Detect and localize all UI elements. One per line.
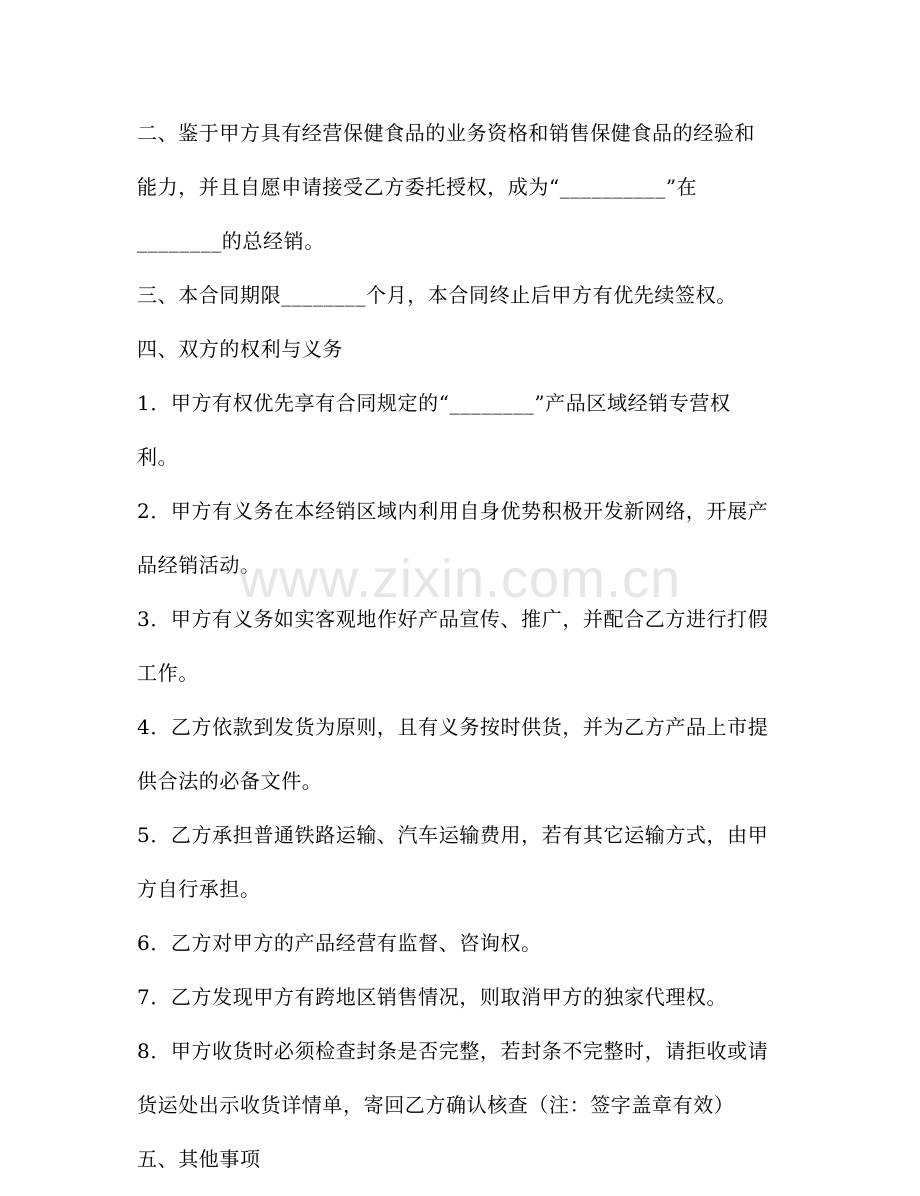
watermark: www.zixin.com.cn bbox=[238, 549, 682, 609]
text-line: 三、本合同期限________个月，本合同终止后甲方有优先续签权。 bbox=[137, 283, 737, 307]
text-line: 3．甲方有义务如实客观地作好产品宣传、推广，并配合乙方进行打假 bbox=[137, 607, 769, 631]
text-line: 供合法的必备文件。 bbox=[137, 769, 323, 793]
text-line: 货运处出示收货详情单，寄回乙方确认核查（注：签字盖章有效） bbox=[137, 1093, 735, 1117]
text-line: 5．乙方承担普通铁路运输、汽车运输费用，若有其它运输方式，由甲 bbox=[137, 823, 769, 847]
section-heading: 四、双方的权利与义务 bbox=[137, 337, 343, 361]
text-line: 二、鉴于甲方具有经营保健食品的业务资格和销售保健食品的经验和 bbox=[137, 121, 755, 145]
text-line: 4．乙方依款到发货为原则，且有义务按时供货，并为乙方产品上市提 bbox=[137, 715, 769, 739]
text-line: 品经销活动。 bbox=[137, 553, 261, 577]
text-line: 方自行承担。 bbox=[137, 877, 261, 901]
text-line: ________的总经销。 bbox=[137, 229, 325, 253]
text-line: 1．甲方有权优先享有合同规定的“________”产品区域经销专营权 bbox=[137, 391, 731, 415]
text-line: 7．乙方发现甲方有跨地区销售情况，则取消甲方的独家代理权。 bbox=[137, 985, 728, 1009]
document-body bbox=[137, 116, 787, 1196]
text-line: 利。 bbox=[137, 445, 179, 469]
text-line: 工作。 bbox=[137, 661, 199, 685]
text-line: 6．乙方对甲方的产品经营有监督、咨询权。 bbox=[137, 931, 542, 955]
section-heading: 五、其他事项 bbox=[137, 1147, 261, 1171]
text-line: 2．甲方有义务在本经销区域内利用自身优势积极开发新网络，开展产 bbox=[137, 499, 769, 523]
text-line: 能力，并且自愿申请接受乙方委托授权，成为“__________”在 bbox=[137, 175, 698, 199]
text-line: 8．甲方收货时必须检查封条是否完整，若封条不完整时，请拒收或请 bbox=[137, 1039, 769, 1063]
